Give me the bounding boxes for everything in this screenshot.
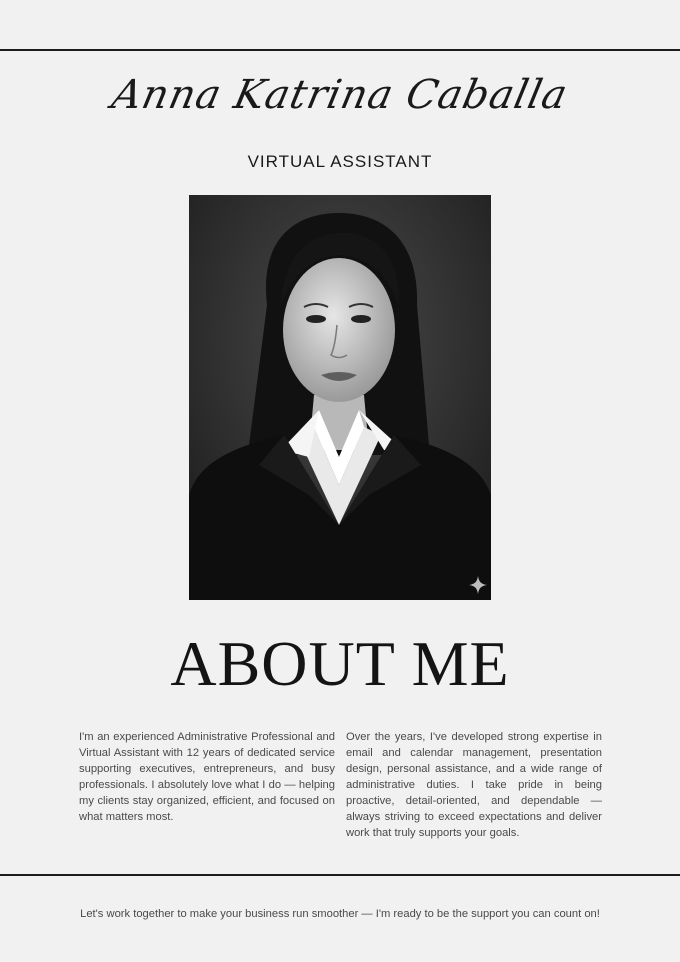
sparkle-icon <box>469 576 487 594</box>
portrait-photo <box>189 195 491 600</box>
job-title: VIRTUAL ASSISTANT <box>247 152 433 171</box>
portrait-illustration <box>189 195 491 600</box>
top-divider <box>0 49 680 51</box>
footer-message: Let's work together to make your business run smoother — I'm ready to be the support you can count on! <box>80 908 600 920</box>
bottom-divider <box>0 874 680 876</box>
name-signature: Anna Katrina Caballa <box>107 72 573 118</box>
about-text-left: I'm an experienced Administrative Professional and Virtual Assistant with 12 years of dedicated service supporting executives, entrepreneurs, and busy professionals. I absolutely love what I do — helping my clients stay organized, efficient, and focused on what matters most. <box>79 731 335 823</box>
about-text-right: Over the years, I've developed strong expertise in email and calendar management, presentation design, personal assistance, and a wide range of administrative duties. I take pride in being proactive, detail-oriented, and dependable — always striving to exceed expectations and deliver work that truly supports your goals. <box>346 731 602 839</box>
about-heading: ABOUT ME <box>170 628 510 699</box>
